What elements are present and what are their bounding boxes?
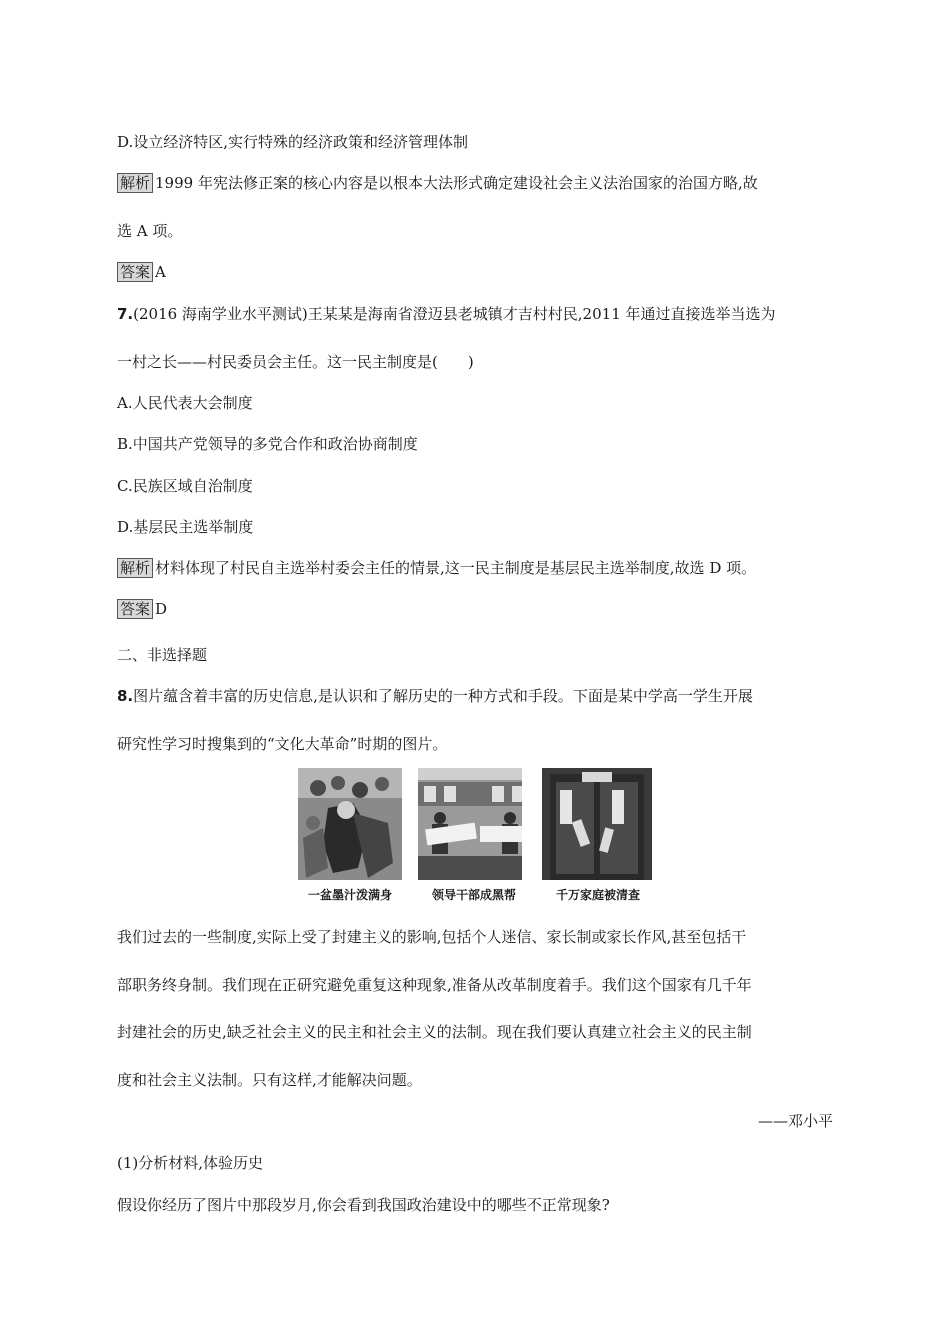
q6-option-d: D.设立经济特区,实行特殊的经济政策和经济管理体制 (117, 133, 469, 151)
quote-line-4: 度和社会主义法制。只有这样,才能解决问题。 (117, 1071, 422, 1089)
q7-stem-cont: 一村之长——村民委员会主任。这一民主制度是( ) (117, 353, 474, 371)
quote-line-2: 部职务终身制。我们现在正研究避免重复这种现象,准备从改革制度着手。我们这个国家有几千年 (117, 976, 752, 994)
q7-stem (117, 304, 776, 324)
q8-stem-cont: 研究性学习时搜集到的“文化大革命”时期的图片。 (117, 735, 448, 753)
historical-photos (298, 768, 658, 908)
q7-analysis-text: 材料体现了村民自主选举村委会主任的情景,这一民主制度是基层民主选举制度,故选 D 项。 (155, 559, 757, 577)
q7-analysis (117, 558, 756, 578)
answer-tag: 答案 (117, 262, 153, 282)
photo-home-search (542, 768, 652, 880)
q6-analysis (117, 173, 758, 193)
caption-2: 领导干部成黑帮 (431, 888, 516, 902)
q7-stem-text: (2016 海南学业水平测试)王某某是海南省澄迈县老城镇才吉村村民,2011 年通过直接选举当选为 (133, 305, 776, 323)
q6-answer-value: A (155, 263, 166, 281)
q7-number: 7. (117, 305, 134, 323)
q8-stem-text: 图片蕴含着丰富的历史信息,是认识和了解历史的一种方式和手段。下面是某中学高一学生开展 (133, 687, 753, 705)
quote-line-1: 我们过去的一些制度,实际上受了封建主义的影响,包括个人迷信、家长制或家长作风,甚至包括干 (117, 928, 747, 946)
section-title: 二、非选择题 (117, 646, 208, 664)
q6-analysis-text: 1999 年宪法修正案的核心内容是以根本大法形式确定建设社会主义法治国家的治国方略,故 (155, 174, 758, 192)
q7-option-d: D.基层民主选举制度 (117, 518, 254, 536)
caption-1: 一盆墨汁泼满身 (307, 888, 392, 902)
analysis-tag: 解析 (117, 173, 153, 193)
caption-3: 千万家庭被清查 (555, 888, 640, 902)
q6-analysis-cont: 选 A 项。 (117, 222, 183, 240)
q7-option-a: A.人民代表大会制度 (117, 394, 253, 412)
q8-stem (117, 686, 753, 706)
quote-source: ——邓小平 (757, 1112, 833, 1130)
analysis-tag: 解析 (117, 558, 153, 578)
q8-number: 8. (117, 687, 134, 705)
q7-option-b: B.中国共产党领导的多党合作和政治协商制度 (117, 435, 418, 453)
q6-answer (117, 262, 166, 282)
q7-answer (117, 599, 167, 619)
answer-tag: 答案 (117, 599, 153, 619)
q8-sub1-title: (1)分析材料,体验历史 (117, 1154, 264, 1172)
q8-sub1-question: 假设你经历了图片中那段岁月,你会看到我国政治建设中的哪些不正常现象? (117, 1196, 610, 1214)
photo-cadres-parade (418, 768, 522, 880)
quote-line-3: 封建社会的历史,缺乏社会主义的民主和社会主义的法制。现在我们要认真建立社会主义的民主制 (117, 1023, 752, 1041)
q7-answer-value: D (155, 600, 168, 618)
photo-ink-splash (298, 768, 402, 880)
q7-option-c: C.民族区域自治制度 (117, 477, 253, 495)
